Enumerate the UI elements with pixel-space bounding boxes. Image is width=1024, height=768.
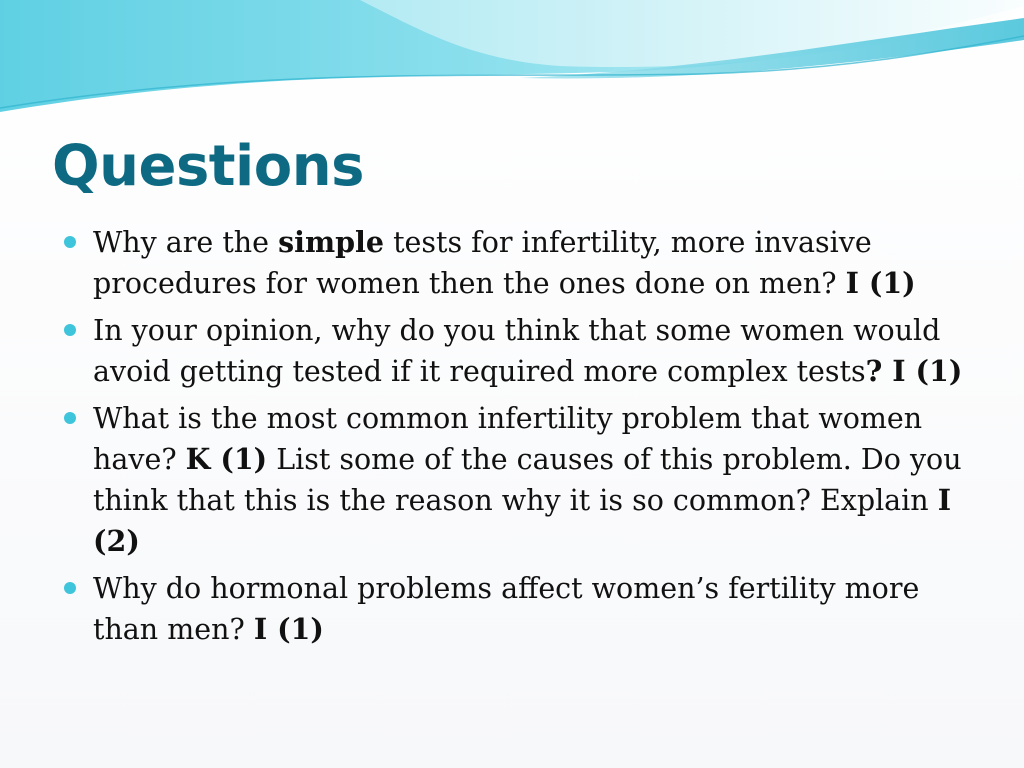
slide-title: Questions [52, 134, 364, 199]
bullet-dot-icon [64, 412, 76, 424]
bullet-text: Why do hormonal problems affect women’s fertility more than men? [93, 572, 920, 646]
bullet-text: tests for infertility, more invasive procedures for women then the ones done on men? [93, 226, 872, 300]
bullet-dot-icon [64, 236, 76, 248]
bullet-text-bold: simple [278, 225, 385, 259]
bullet-text-bold: K (1) [185, 442, 268, 476]
bullet-text: In your opinion, why do you think that some women would avoid getting tested if it required more complex tests [93, 314, 941, 388]
bullet-text-bold: I (2) [93, 483, 952, 558]
bullet-item [64, 222, 964, 304]
bullet-item [64, 310, 964, 392]
bullet-list [64, 222, 964, 656]
bullet-dot-icon [64, 324, 76, 336]
bullet-text: What is the most common infertility problem that women have? [93, 402, 923, 476]
bullet-dot-icon [64, 582, 76, 594]
bullet-item [64, 568, 964, 650]
bullet-text: Why are the [93, 226, 279, 259]
bullet-text-bold: ? I (1) [865, 354, 963, 388]
bullet-item [64, 398, 964, 562]
bullet-text-bold: I (1) [253, 612, 324, 646]
bullet-text-bold: I (1) [845, 266, 916, 300]
wave-banner [0, 0, 1024, 120]
bullet-text: List some of the causes of this problem. Do you think that this is the reason why it is so common? Explain [93, 443, 962, 517]
